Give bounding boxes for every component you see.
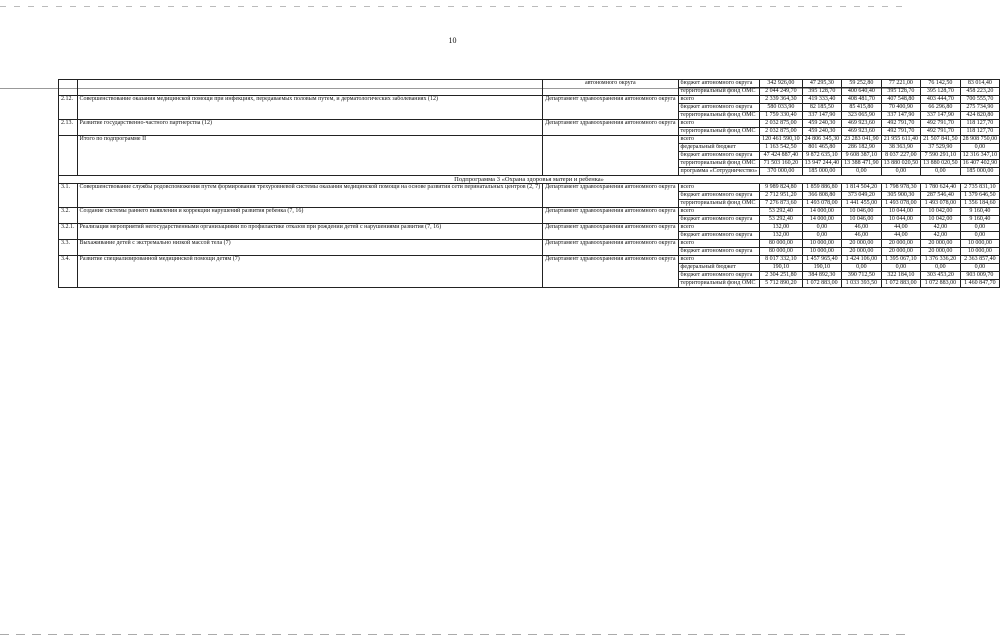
amount-cell: 395 128,70	[881, 88, 921, 96]
funding-source: федеральный бюджет	[678, 144, 760, 152]
amount-cell: 190,10	[760, 264, 803, 272]
amount-cell: 1 493 078,00	[802, 200, 842, 208]
amount-cell: 459 240,30	[802, 120, 842, 128]
amount-cell: 303 453,20	[921, 272, 961, 280]
amount-cell: 20 000,00	[921, 248, 961, 256]
funding-source: территориальный фонд ОМС	[678, 88, 760, 96]
item-executor	[543, 136, 678, 176]
amount-cell: 1 072 883,00	[881, 280, 921, 288]
table-row	[59, 184, 1000, 192]
amount-cell: 0,00	[881, 168, 921, 176]
item-name: Развитие специализированной медицинской помощи детям (7)	[77, 256, 543, 288]
amount-cell: 14 000,00	[802, 216, 842, 224]
amount-cell: 323 065,90	[842, 112, 882, 120]
amount-cell: 469 923,60	[842, 128, 882, 136]
amount-cell: 1 859 886,80	[802, 184, 842, 192]
amount-cell: 47 424 887,40	[760, 152, 803, 160]
item-name: Создание системы раннего выявления и коррекции нарушений развития ребенка (7, 16)	[77, 208, 543, 224]
amount-cell: 20 000,00	[842, 248, 882, 256]
funding-source: бюджет автономного округа	[678, 272, 760, 280]
funding-source: всего	[678, 256, 760, 264]
amount-cell: 47 295,30	[802, 80, 842, 88]
item-number: 3.3.	[59, 240, 78, 256]
amount-cell: 44,00	[881, 224, 921, 232]
amount-cell: 1 493 078,00	[921, 200, 961, 208]
amount-cell: 42,00	[921, 232, 961, 240]
section-title: Подпрограмма 3 «Охрана здоровья матери и ребенка»	[59, 176, 1000, 184]
amount-cell: 492 791,70	[881, 128, 921, 136]
amount-cell: 424 820,80	[960, 112, 1000, 120]
amount-cell: 20 000,00	[881, 248, 921, 256]
amount-cell: 10 000,00	[802, 240, 842, 248]
amount-cell: 1 072 883,00	[921, 280, 961, 288]
amount-cell: 185 000,00	[960, 168, 1000, 176]
amount-cell: 24 806 345,30	[802, 136, 842, 144]
amount-cell: 8 037 227,00	[881, 152, 921, 160]
item-executor: Департамент здравоохранения автономного округа	[543, 96, 678, 120]
amount-cell: 459 240,30	[802, 128, 842, 136]
table-row	[59, 96, 1000, 104]
table-row	[59, 120, 1000, 128]
item-number	[59, 80, 78, 96]
amount-cell: 7 276 873,60	[760, 200, 803, 208]
amount-cell: 71 503 160,20	[760, 160, 803, 168]
amount-cell: 337 147,90	[921, 112, 961, 120]
amount-cell: 37 529,90	[921, 144, 961, 152]
amount-cell: 419 333,40	[802, 96, 842, 104]
item-number	[59, 136, 78, 176]
amount-cell: 120 461 590,10	[760, 136, 803, 144]
item-executor: Департамент здравоохранения автономного округа	[543, 224, 678, 240]
funding-source: всего	[678, 184, 760, 192]
amount-cell: 77 221,00	[881, 80, 921, 88]
item-executor: Департамент здравоохранения автономного округа	[543, 120, 678, 136]
item-name: Реализация мероприятий негосударственными организациями по профилактике отказов при рождении детей с нарушениями развития (7, 16)	[77, 224, 543, 240]
amount-cell: 286 182,90	[842, 144, 882, 152]
amount-cell: 10 044,00	[881, 208, 921, 216]
amount-cell: 13 880 020,50	[921, 160, 961, 168]
item-name: Итого по подпрограмме II	[77, 136, 543, 176]
amount-cell: 395 128,70	[802, 88, 842, 96]
amount-cell: 1 814 504,20	[842, 184, 882, 192]
amount-cell: 9 872 635,10	[802, 152, 842, 160]
amount-cell: 80 000,00	[760, 240, 803, 248]
funding-source: бюджет автономного округа	[678, 152, 760, 160]
amount-cell: 23 283 041,90	[842, 136, 882, 144]
amount-cell: 1 163 542,50	[760, 144, 803, 152]
amount-cell: 1 395 067,10	[881, 256, 921, 264]
funding-source: всего	[678, 136, 760, 144]
amount-cell: 903 009,70	[960, 272, 1000, 280]
amount-cell: 28 908 750,00	[960, 136, 1000, 144]
item-executor: Департамент здравоохранения автономного округа	[543, 240, 678, 256]
amount-cell: 10 044,00	[881, 216, 921, 224]
amount-cell: 190,10	[802, 264, 842, 272]
amount-cell: 10 000,00	[802, 248, 842, 256]
amount-cell: 0,00	[921, 168, 961, 176]
amount-cell: 42,00	[921, 224, 961, 232]
amount-cell: 0,00	[960, 264, 1000, 272]
amount-cell: 132,00	[760, 224, 803, 232]
amount-cell: 85 415,80	[842, 104, 882, 112]
amount-cell: 2 363 857,40	[960, 256, 1000, 264]
amount-cell: 373 049,20	[842, 192, 882, 200]
amount-cell: 287 546,40	[921, 192, 961, 200]
amount-cell: 0,00	[842, 168, 882, 176]
table-row	[59, 224, 1000, 232]
scan-artifact-top	[0, 6, 905, 7]
funding-source: территориальный фонд ОМС	[678, 160, 760, 168]
amount-cell: 132,00	[760, 232, 803, 240]
table-row	[59, 256, 1000, 264]
amount-cell: 16 407 402,90	[960, 160, 1000, 168]
funding-source: всего	[678, 120, 760, 128]
page-number: 10	[448, 36, 457, 45]
amount-cell: 21 955 611,40	[881, 136, 921, 144]
amount-cell: 1 424 106,00	[842, 256, 882, 264]
amount-cell: 322 184,10	[881, 272, 921, 280]
amount-cell: 337 147,90	[881, 112, 921, 120]
amount-cell: 10 000,00	[960, 240, 1000, 248]
amount-cell: 14 000,00	[802, 208, 842, 216]
amount-cell: 13 388 471,90	[842, 160, 882, 168]
table-row	[59, 136, 1000, 144]
amount-cell: 20 000,00	[921, 240, 961, 248]
amount-cell: 12 316 347,10	[960, 152, 1000, 160]
amount-cell: 10 046,00	[842, 216, 882, 224]
amount-cell: 20 000,00	[881, 240, 921, 248]
amount-cell: 366 808,80	[802, 192, 842, 200]
amount-cell: 0,00	[960, 144, 1000, 152]
amount-cell: 0,00	[802, 224, 842, 232]
item-executor: Департамент здравоохранения автономного округа	[543, 184, 678, 208]
item-number: 3.2.1.	[59, 224, 78, 240]
amount-cell: 21 507 841,50	[921, 136, 961, 144]
amount-cell: 403 444,70	[921, 96, 961, 104]
scan-artifact-bottom	[0, 634, 905, 635]
amount-cell: 5 712 890,20	[760, 280, 803, 288]
amount-cell: 10 046,00	[842, 208, 882, 216]
amount-cell: 2 304 251,80	[760, 272, 803, 280]
amount-cell: 53 292,40	[760, 216, 803, 224]
amount-cell: 9 989 824,80	[760, 184, 803, 192]
amount-cell: 1 493 078,00	[881, 200, 921, 208]
amount-cell: 2 032 875,00	[760, 128, 803, 136]
item-number: 2.13.	[59, 120, 78, 136]
funding-source: бюджет автономного округа	[678, 232, 760, 240]
item-name: Развитие государственно-частного партнерства (12)	[77, 120, 543, 136]
amount-cell: 9 160,40	[960, 216, 1000, 224]
funding-source: бюджет автономного округа	[678, 216, 760, 224]
section-row	[59, 176, 1000, 184]
amount-cell: 2 339 364,30	[760, 96, 803, 104]
amount-cell: 492 791,70	[921, 128, 961, 136]
amount-cell: 13 880 020,50	[881, 160, 921, 168]
table-row	[59, 80, 1000, 88]
amount-cell: 80 000,00	[760, 248, 803, 256]
amount-cell: 1 460 847,70	[960, 280, 1000, 288]
amount-cell: 13 947 244,40	[802, 160, 842, 168]
amount-cell: 70 400,90	[881, 104, 921, 112]
amount-cell: 2 044 249,70	[760, 88, 803, 96]
amount-cell: 10 000,00	[960, 248, 1000, 256]
amount-cell: 0,00	[921, 264, 961, 272]
item-executor: Департамент здравоохранения автономного округа	[543, 256, 678, 288]
amount-cell: 38 363,90	[881, 144, 921, 152]
amount-cell: 83 014,40	[960, 80, 1000, 88]
amount-cell: 9 608 387,10	[842, 152, 882, 160]
funding-source: всего	[678, 96, 760, 104]
amount-cell: 76 142,50	[921, 80, 961, 88]
amount-cell: 370 000,00	[760, 168, 803, 176]
amount-cell: 0,00	[960, 224, 1000, 232]
amount-cell: 400 640,40	[842, 88, 882, 96]
amount-cell: 20 000,00	[842, 240, 882, 248]
item-name: Совершенствование оказания медицинской помощи при инфекциях, передаваемых половым путем, и дерматологических заболеваниях (12)	[77, 96, 543, 120]
funding-source: бюджет автономного округа	[678, 104, 760, 112]
amount-cell: 8 017 332,10	[760, 256, 803, 264]
amount-cell: 1 072 883,00	[802, 280, 842, 288]
amount-cell: 0,00	[842, 264, 882, 272]
amount-cell: 59 252,80	[842, 80, 882, 88]
amount-cell: 1 376 336,20	[921, 256, 961, 264]
amount-cell: 10 042,00	[921, 216, 961, 224]
amount-cell: 395 128,70	[921, 88, 961, 96]
amount-cell: 0,00	[802, 232, 842, 240]
amount-cell: 492 791,70	[921, 120, 961, 128]
funding-source: всего	[678, 208, 760, 216]
amount-cell: 66 296,80	[921, 104, 961, 112]
amount-cell: 458 223,20	[960, 88, 1000, 96]
funding-source: бюджет автономного округа	[678, 80, 760, 88]
amount-cell: 407 548,80	[881, 96, 921, 104]
amount-cell: 1 356 184,60	[960, 200, 1000, 208]
amount-cell: 1 441 455,00	[842, 200, 882, 208]
amount-cell: 580 033,90	[760, 104, 803, 112]
amount-cell: 1 033 393,50	[842, 280, 882, 288]
funding-source: бюджет автономного округа	[678, 192, 760, 200]
amount-cell: 1 798 978,30	[881, 184, 921, 192]
amount-cell: 118 127,70	[960, 120, 1000, 128]
amount-cell: 1 379 646,50	[960, 192, 1000, 200]
funding-source: территориальный фонд ОМС	[678, 200, 760, 208]
amount-cell: 82 185,50	[802, 104, 842, 112]
amount-cell: 1 759 330,40	[760, 112, 803, 120]
item-executor: Департамент здравоохранения автономного округа	[543, 208, 678, 224]
amount-cell: 342 926,00	[760, 80, 803, 88]
amount-cell: 9 160,40	[960, 208, 1000, 216]
amount-cell: 2 032 875,00	[760, 120, 803, 128]
amount-cell: 0,00	[881, 264, 921, 272]
amount-cell: 118 127,70	[960, 128, 1000, 136]
funding-source: территориальный фонд ОМС	[678, 112, 760, 120]
funding-source: всего	[678, 240, 760, 248]
item-number: 2.12.	[59, 96, 78, 120]
amount-cell: 7 590 291,10	[921, 152, 961, 160]
amount-cell: 46,00	[842, 224, 882, 232]
item-executor: автономного округа	[543, 80, 678, 96]
amount-cell: 469 923,60	[842, 120, 882, 128]
amount-cell: 492 791,70	[881, 120, 921, 128]
item-name	[77, 80, 543, 96]
amount-cell: 384 892,30	[802, 272, 842, 280]
amount-cell: 390 712,50	[842, 272, 882, 280]
item-name: Выхаживание детей с экстремально низкой массой тела (7)	[77, 240, 543, 256]
table-row	[59, 208, 1000, 216]
amount-cell: 408 481,70	[842, 96, 882, 104]
item-number: 3.4.	[59, 256, 78, 288]
funding-source: бюджет автономного округа	[678, 248, 760, 256]
funding-source: территориальный фонд ОМС	[678, 128, 760, 136]
amount-cell: 305 900,30	[881, 192, 921, 200]
amount-cell: 1 780 624,40	[921, 184, 961, 192]
amount-cell: 46,00	[842, 232, 882, 240]
amount-cell: 275 734,90	[960, 104, 1000, 112]
funding-source: программа «Сотрудничество»	[678, 168, 760, 176]
table-row	[59, 240, 1000, 248]
amount-cell: 0,00	[960, 232, 1000, 240]
funding-source: территориальный фонд ОМС	[678, 280, 760, 288]
item-name: Совершенствование службы родовспоможения путем формирования трехуровневой системы оказания медицинской помощи на основе развития сети перинатальных центров (2, 7)	[77, 184, 543, 208]
funding-source: всего	[678, 224, 760, 232]
amount-cell: 10 042,00	[921, 208, 961, 216]
amount-cell: 2 712 951,20	[760, 192, 803, 200]
amount-cell: 337 147,90	[802, 112, 842, 120]
funding-source: федеральный бюджет	[678, 264, 760, 272]
amount-cell: 1 457 965,40	[802, 256, 842, 264]
amount-cell: 801 465,80	[802, 144, 842, 152]
budget-table	[58, 79, 1000, 288]
amount-cell: 185 000,00	[802, 168, 842, 176]
item-number: 3.1.	[59, 184, 78, 208]
amount-cell: 53 292,40	[760, 208, 803, 216]
amount-cell: 2 735 831,10	[960, 184, 1000, 192]
item-number: 3.2.	[59, 208, 78, 224]
amount-cell: 700 555,70	[960, 96, 1000, 104]
amount-cell: 44,00	[881, 232, 921, 240]
